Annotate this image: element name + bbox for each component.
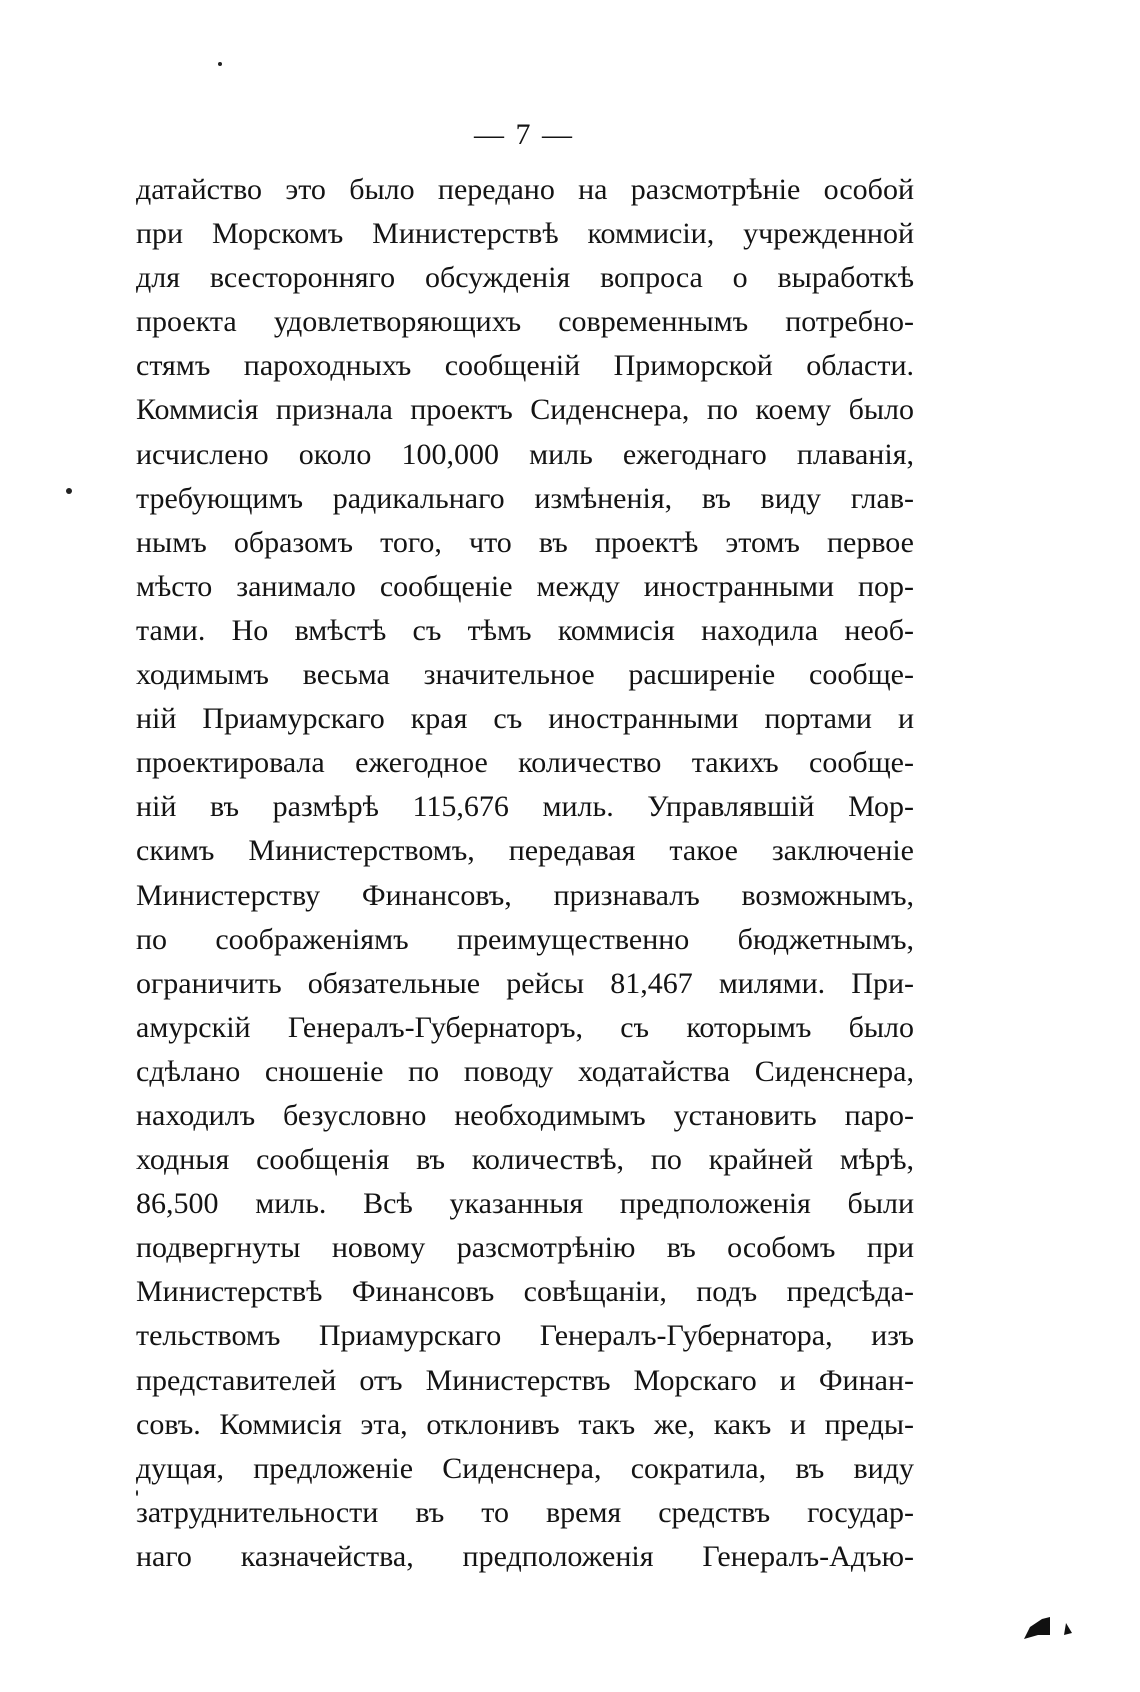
text-line: Министерству Финансовъ, признавалъ возможнымъ, [136, 878, 914, 912]
text-line: стямъ пароходныхъ сообщеній Приморской области. [136, 349, 914, 383]
margin-bullet-speck [66, 488, 72, 494]
scan-corner-mark [1020, 1605, 1080, 1645]
text-line: ограничить обязательные рейсы 81,467 милями. При- [136, 966, 914, 1000]
text-line: при Морскомъ Министерствѣ коммисіи, учрежденной [136, 217, 914, 251]
body-text [136, 168, 914, 1579]
text-line: датайство это было передано на разсмотрѣніе особой [136, 173, 914, 206]
text-line: Министерствѣ Финансовъ совѣщаніи, подъ предсѣда- [136, 1275, 914, 1309]
text-line: совъ. Коммисія эта, отклонивъ такъ же, какъ и преды- [136, 1407, 914, 1441]
print-speck [218, 62, 222, 66]
text-line: ній Приамурскаго края съ иностранными портами и [136, 702, 914, 736]
text-line: находилъ безусловно необходимымъ установить паро- [136, 1098, 914, 1132]
page-number: — 7 — [474, 118, 574, 151]
text-line: подвергнуты новому разсмотрѣнію въ особомъ при [136, 1231, 914, 1265]
text-line: затруднительности въ то время средствъ государ- [136, 1495, 914, 1529]
text-line: требующимъ радикальнаго измѣненія, въ виду глав- [136, 481, 914, 515]
text-line: 86,500 миль. Всѣ указанныя предположенія были [136, 1187, 914, 1221]
text-line: представителей отъ Министерствъ Морскаго и Финан- [136, 1363, 914, 1397]
text-line: ходимымъ весьма значительное расширеніе сообще- [136, 658, 914, 692]
text-line: Коммисія признала проектъ Сиденснера, по коему было [136, 393, 914, 427]
text-line: по соображеніямъ преимущественно бюджетнымъ, [136, 922, 914, 956]
text-line: сдѣлано сношеніе по поводу ходатайства Сиденснера, [136, 1054, 914, 1088]
text-line: проекта удовлетворяющихъ современнымъ потребно- [136, 305, 914, 339]
text-line: наго казначейства, предположенія Генералъ-Адъю- [136, 1539, 914, 1573]
text-line: нымъ образомъ того, что въ проектѣ этомъ первое [136, 525, 914, 559]
text-line: исчислено около 100,000 миль ежегоднаго плаванія, [136, 437, 914, 471]
text-line: ній въ размѣрѣ 115,676 миль. Управлявшій Мор- [136, 790, 914, 824]
text-line: проектировала ежегодное количество такихъ сообще- [136, 746, 914, 780]
text-line: скимъ Министерствомъ, передавая такое заключеніе [136, 834, 914, 868]
text-line: мѣсто занимало сообщеніе между иностранными пор- [136, 569, 914, 603]
text-line: ходныя сообщенія въ количествѣ, по крайней мѣрѣ, [136, 1143, 914, 1177]
text-line: тельствомъ Приамурскаго Генералъ-Губернатора, изъ [136, 1319, 914, 1353]
text-line: тами. Но вмѣстѣ съ тѣмъ коммисія находила необ- [136, 613, 914, 647]
text-line: для всесторонняго обсужденія вопроса о выработкѣ [136, 261, 914, 295]
text-line: амурскій Генералъ-Губернаторъ, съ которымъ было [136, 1010, 914, 1044]
text-line: дущая, предложеніе Сиденснера, сократила, въ виду [136, 1451, 914, 1485]
